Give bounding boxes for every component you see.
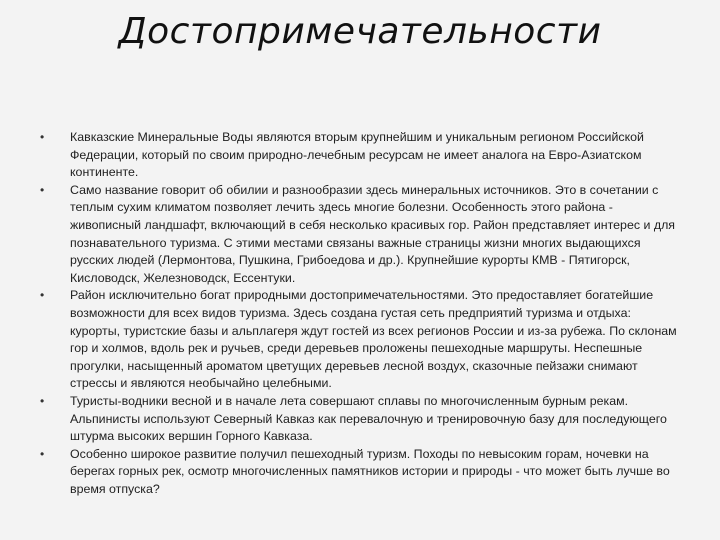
bullet-icon: • [40, 288, 45, 303]
list-item [40, 129, 680, 182]
bullet-icon: • [40, 393, 45, 408]
list-item [40, 287, 680, 393]
slide-title: Достопримечательности [118, 11, 602, 52]
list-item-text: Особенно широкое развитие получил пешеходный туризм. Походы по невысоким горам, ночевки на берегах горных рек, осмотр многочисленных памятников истории и природы - что может быть лучше во время отпуска? [70, 446, 670, 496]
list-item-text: Само название говорит об обилии и разнообразии здесь минеральных источников. Это в сочетании с теплым сухим климатом позволяет лечить здесь многие болезни. Особенность этого района - живописный ландшафт, включающий в себя несколько красивых гор. Район представляет интерес и для познавательного туризма. С этими местами связаны важные страницы жизни многих выдающихся русских людей (Лермонтова, Пушкина, Грибоедова и др.). Крупнейшие курорты КМВ - Пятигорск, Кисловодск, Железноводск, Ессентуки. [70, 182, 676, 285]
list-item-text: Кавказские Минеральные Воды являются вторым крупнейшим и уникальным регионом Российской Федерации, который по своим природно-лечебным ресурсам не имеет аналога на Евро-Азиатском континенте. [70, 130, 644, 180]
list-item-text: Район исключительно богат природными достопримечательностями. Это предоставляет богатейшие возможности для всех видов туризма. Здесь создана густая сеть предприятий туризма и отдыха: курорты, туристские базы и альплагеря ждут гостей из всех регионов России и из-за рубежа. По склонам гор и холмов, вдоль рек и ручьев, среди деревьев проложены пешеходные маршруты. Неспешные прогулки, насыщенный ароматом цветущих деревьев лесной воздух, сказочные пейзажи снимают стрессы и являются необычайно целебными. [70, 288, 677, 391]
bullet-icon: • [40, 130, 45, 144]
list-item [40, 446, 680, 499]
bullet-icon: • [40, 182, 45, 197]
list-item [40, 393, 680, 446]
list-item [40, 182, 680, 288]
bullet-list [40, 129, 680, 498]
bullet-icon: • [40, 446, 45, 461]
list-item-text: Туристы-водники весной и в начале лета совершают сплавы по многочисленным бурным рекам. Альпинисты используют Северный Кавказ как перевалочную и тренировочную базу для последующего штурма высоких вершин Горного Кавказа. [70, 393, 667, 444]
